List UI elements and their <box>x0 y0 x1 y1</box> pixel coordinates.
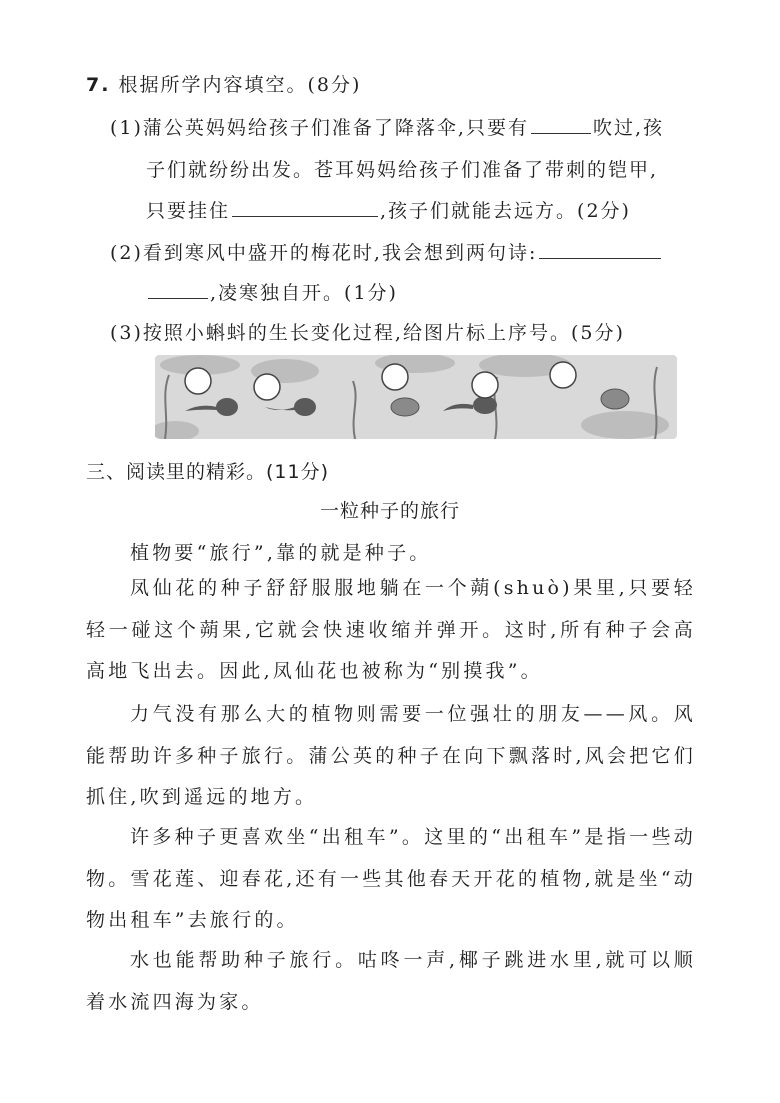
item-text: ,凌寒独自开。(1分) <box>210 282 398 304</box>
item-text: 按照小蝌蚪的生长变化过程,给图片标上序号。(5分) <box>142 322 625 344</box>
item-label: (3) <box>110 322 143 344</box>
answer-circle[interactable] <box>254 374 280 400</box>
item-label: (2) <box>110 242 143 264</box>
tadpole-growth-illustration <box>155 355 677 439</box>
passage-paragraph-5: 水也能帮助种子旅行。咕咚一声,椰子跳进水里,就可以顺着水流四海为家。 <box>86 949 696 1013</box>
question-number: 7. <box>86 74 111 96</box>
q7-item-1-line-3 <box>146 196 631 223</box>
item-text: ,孩子们就能去远方。(2分) <box>380 200 631 222</box>
item-text: 只要挂住 <box>146 200 231 222</box>
q7-item-2-line-2 <box>146 278 398 305</box>
item-label: (1) <box>110 117 143 139</box>
passage-paragraph-3: 力气没有那么大的植物则需要一位强壮的朋友——风。风能帮助许多种子旅行。蒲公英的种子在向下飘落时,风会把它们抓住,吹到遥远的地方。 <box>86 703 696 808</box>
section-3-heading: 三、阅读里的精彩。(11分) <box>86 461 330 483</box>
q7-item-1-line-1 <box>110 113 664 140</box>
passage-paragraph-4: 许多种子更喜欢坐“出租车”。这里的“出租车”是指一些动物。雪花莲、迎春花,还有一些其他春天开花的植物,就是坐“动物出租车”去旅行的。 <box>86 826 696 931</box>
q7-item-2-line-1 <box>110 238 663 265</box>
item-text: 蒲公英妈妈给孩子们准备了降落伞,只要有 <box>142 117 529 139</box>
answer-blank[interactable] <box>531 132 591 134</box>
answer-blank[interactable] <box>539 257 661 259</box>
answer-circle[interactable] <box>472 372 498 398</box>
question-text: 根据所学内容填空。(8分) <box>118 74 362 96</box>
answer-blank[interactable] <box>148 297 208 299</box>
passage-title: 一粒种子的旅行 <box>319 500 460 522</box>
passage-paragraph-2: 凤仙花的种子舒舒服服地躺在一个蒴(shuò)果里,只要轻轻一碰这个蒴果,它就会快速收缩并弹开。这时,所有种子会高高地飞出去。因此,凤仙花也被称为“别摸我”。 <box>86 577 696 682</box>
item-text: 吹过,孩 <box>592 117 665 139</box>
answer-blank[interactable] <box>232 215 378 217</box>
passage-paragraph-1: 植物要“旅行”,靠的就是种子。 <box>130 542 432 564</box>
q7-item-3-line-1 <box>110 318 625 345</box>
answer-circle[interactable] <box>185 368 211 394</box>
question-7-header <box>86 70 361 97</box>
item-text: 看到寒风中盛开的梅花时,我会想到两句诗: <box>142 242 538 264</box>
answer-circle[interactable] <box>550 362 576 388</box>
answer-circle[interactable] <box>382 364 408 390</box>
q7-item-1-line-2: 子们就纷纷出发。苍耳妈妈给孩子们准备了带刺的铠甲, <box>146 159 659 181</box>
